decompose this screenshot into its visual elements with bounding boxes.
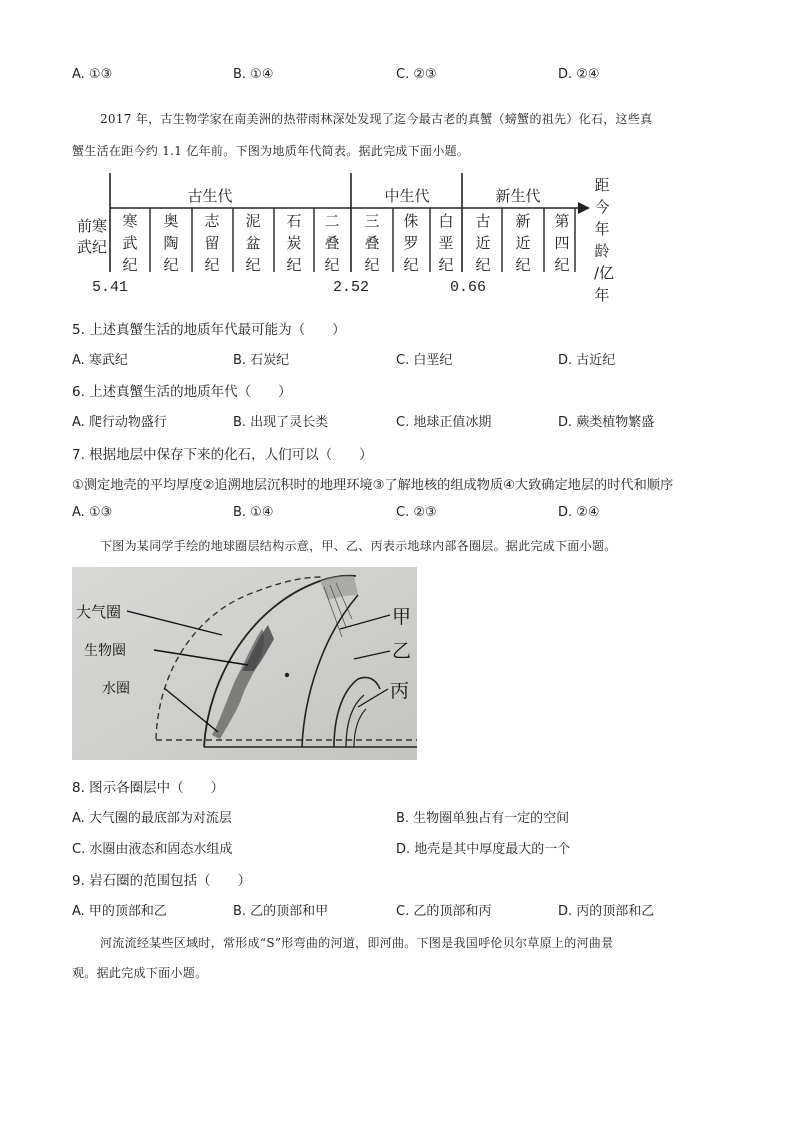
period-carboniferous <box>286 212 301 274</box>
age-value-paleozoic-end: 2.52 <box>332 279 370 296</box>
svg-text:白: 白 <box>438 212 454 230</box>
q6-option-b[interactable]: B. 出现了灵长类 <box>233 415 329 430</box>
svg-text:石: 石 <box>286 212 302 230</box>
q7-statements: ①测定地壳的平均厚度②追溯地层沉积时的地理环境③了解地核的组成物质④大致确定地层的时代和顺序 <box>72 478 674 493</box>
q8-option-c[interactable]: C. 水圈由液态和固态水组成 <box>72 842 233 857</box>
q4-option-c[interactable]: C. ②③ <box>396 67 437 82</box>
svg-text:武: 武 <box>122 234 138 252</box>
period-cambrian <box>122 212 137 274</box>
svg-text:今: 今 <box>594 198 610 216</box>
svg-text:志: 志 <box>204 212 220 230</box>
svg-text:近: 近 <box>515 234 531 252</box>
svg-text:炭: 炭 <box>286 234 302 252</box>
intro-paragraph-1-line-2: 蟹生活在距今约 1.1 亿年前。下图为地质年代简表。据此完成下面小题。 <box>72 144 470 158</box>
period-ordovician <box>163 212 178 274</box>
svg-text:纪: 纪 <box>438 256 454 274</box>
svg-text:陶: 陶 <box>163 234 179 252</box>
period-quaternary <box>554 212 569 274</box>
q5-option-a[interactable]: A. 寒武纪 <box>72 353 128 368</box>
age-value-precambrian-end: 5.41 <box>91 279 129 296</box>
svg-text:新: 新 <box>515 212 531 230</box>
label-biosphere: 生物圈 <box>84 643 126 659</box>
era-label-paleozoic: 古生代 <box>187 187 233 205</box>
svg-text:纪: 纪 <box>245 256 261 274</box>
label-atmosphere: 大气圈 <box>76 603 122 621</box>
period-jurassic <box>403 212 418 274</box>
svg-text:纪: 纪 <box>475 256 491 274</box>
svg-text:侏: 侏 <box>403 212 419 230</box>
geologic-time-table <box>70 168 660 308</box>
precambrian-label-line-2: 武纪 <box>76 238 108 256</box>
q5-option-c[interactable]: C. 白垩纪 <box>396 353 453 368</box>
q6-stem: 6. 上述真蟹生活的地质年代（ ） <box>72 384 292 400</box>
age-value-mesozoic-end: 0.66 <box>449 279 487 296</box>
svg-text:寒: 寒 <box>122 212 138 230</box>
era-label-mesozoic: 中生代 <box>384 187 430 205</box>
period-cretaceous <box>438 212 453 274</box>
svg-text:距: 距 <box>594 176 610 194</box>
q8-option-d[interactable]: D. 地壳是其中厚度最大的一个 <box>396 842 571 857</box>
label-hydrosphere: 水圈 <box>102 681 130 697</box>
svg-text:纪: 纪 <box>286 256 302 274</box>
label-jia: 甲 <box>392 606 412 628</box>
q8-option-b[interactable]: B. 生物圈单独占有一定的空间 <box>396 811 570 826</box>
svg-text:年: 年 <box>594 220 610 238</box>
q6-option-d[interactable]: D. 蕨类植物繁盛 <box>558 415 655 430</box>
svg-text:纪: 纪 <box>163 256 179 274</box>
svg-text:叠: 叠 <box>324 234 340 252</box>
svg-text:/亿: /亿 <box>593 264 615 282</box>
q4-option-a[interactable]: A. ①③ <box>72 67 113 82</box>
q9-option-a[interactable]: A. 甲的顶部和乙 <box>72 904 167 919</box>
q7-option-c[interactable]: C. ②③ <box>396 505 437 520</box>
svg-text:纪: 纪 <box>122 256 138 274</box>
svg-text:纪: 纪 <box>324 256 340 274</box>
precambrian-label-line-1: 前寒 <box>76 217 108 235</box>
svg-text:二: 二 <box>324 212 340 230</box>
svg-text:四: 四 <box>554 234 570 252</box>
svg-text:叠: 叠 <box>364 234 380 252</box>
label-bing: 丙 <box>390 680 410 702</box>
svg-text:垩: 垩 <box>438 234 454 252</box>
svg-text:纪: 纪 <box>403 256 419 274</box>
q8-option-a[interactable]: A. 大气圈的最底部为对流层 <box>72 811 232 826</box>
svg-text:纪: 纪 <box>554 256 570 274</box>
svg-text:盆: 盆 <box>245 234 261 252</box>
period-paleogene <box>475 212 490 274</box>
svg-text:纪: 纪 <box>515 256 531 274</box>
q9-option-b[interactable]: B. 乙的顶部和甲 <box>233 904 329 919</box>
q5-option-d[interactable]: D. 古近纪 <box>558 353 616 368</box>
svg-text:纪: 纪 <box>204 256 220 274</box>
q4-option-d[interactable]: D. ②④ <box>558 67 600 82</box>
q9-option-c[interactable]: C. 乙的顶部和丙 <box>396 904 492 919</box>
q8-stem: 8. 图示各圈层中（ ） <box>72 780 225 796</box>
q5-stem: 5. 上述真蟹生活的地质年代最可能为（ ） <box>72 322 346 338</box>
svg-text:泥: 泥 <box>245 212 261 230</box>
svg-text:罗: 罗 <box>403 234 419 252</box>
svg-text:留: 留 <box>204 234 220 252</box>
intro-paragraph-2: 下图为某同学手绘的地球圈层结构示意，甲、乙、丙表示地球内部各圈层。据此完成下面小题。 <box>100 539 617 553</box>
period-permian <box>324 212 339 274</box>
q5-option-b[interactable]: B. 石炭纪 <box>233 353 290 368</box>
axis-label-age <box>594 176 614 304</box>
period-triassic <box>364 212 379 274</box>
q6-option-c[interactable]: C. 地球正值冰期 <box>396 415 492 430</box>
svg-text:古: 古 <box>475 212 491 230</box>
period-neogene <box>515 212 530 274</box>
q7-option-b[interactable]: B. ①④ <box>233 505 274 520</box>
q6-option-a[interactable]: A. 爬行动物盛行 <box>72 415 167 430</box>
period-devonian <box>245 212 260 274</box>
intro-paragraph-1-line-1: 2017 年，古生物学家在南美洲的热带雨林深处发现了迄今最古老的真蟹（螃蟹的祖先）化石，这些真 <box>100 112 653 126</box>
intro-paragraph-3-line-1: 河流流经某些区域时，常形成“S”形弯曲的河道，即河曲。下图是我国呼伦贝尔草原上的河曲景 <box>100 936 614 950</box>
q7-option-d[interactable]: D. ②④ <box>558 505 600 520</box>
q9-stem: 9. 岩石圈的范围包括（ ） <box>72 873 252 889</box>
svg-text:第: 第 <box>554 212 570 230</box>
svg-text:奥: 奥 <box>163 212 179 230</box>
intro-paragraph-3-line-2: 观。据此完成下面小题。 <box>72 966 208 980</box>
svg-text:龄: 龄 <box>594 242 610 260</box>
svg-text:纪: 纪 <box>364 256 380 274</box>
earth-spheres-sketch-photo <box>72 567 417 760</box>
svg-text:年: 年 <box>594 286 610 304</box>
q9-option-d[interactable]: D. 丙的顶部和乙 <box>558 904 655 919</box>
q7-option-a[interactable]: A. ①③ <box>72 505 113 520</box>
label-yi: 乙 <box>392 640 412 662</box>
svg-text:三: 三 <box>364 212 380 230</box>
q7-stem: 7. 根据地层中保存下来的化石，人们可以（ ） <box>72 447 373 463</box>
q4-option-b[interactable]: B. ①④ <box>233 67 274 82</box>
svg-text:近: 近 <box>475 234 491 252</box>
period-silurian <box>204 212 220 274</box>
era-label-cenozoic: 新生代 <box>495 187 541 205</box>
